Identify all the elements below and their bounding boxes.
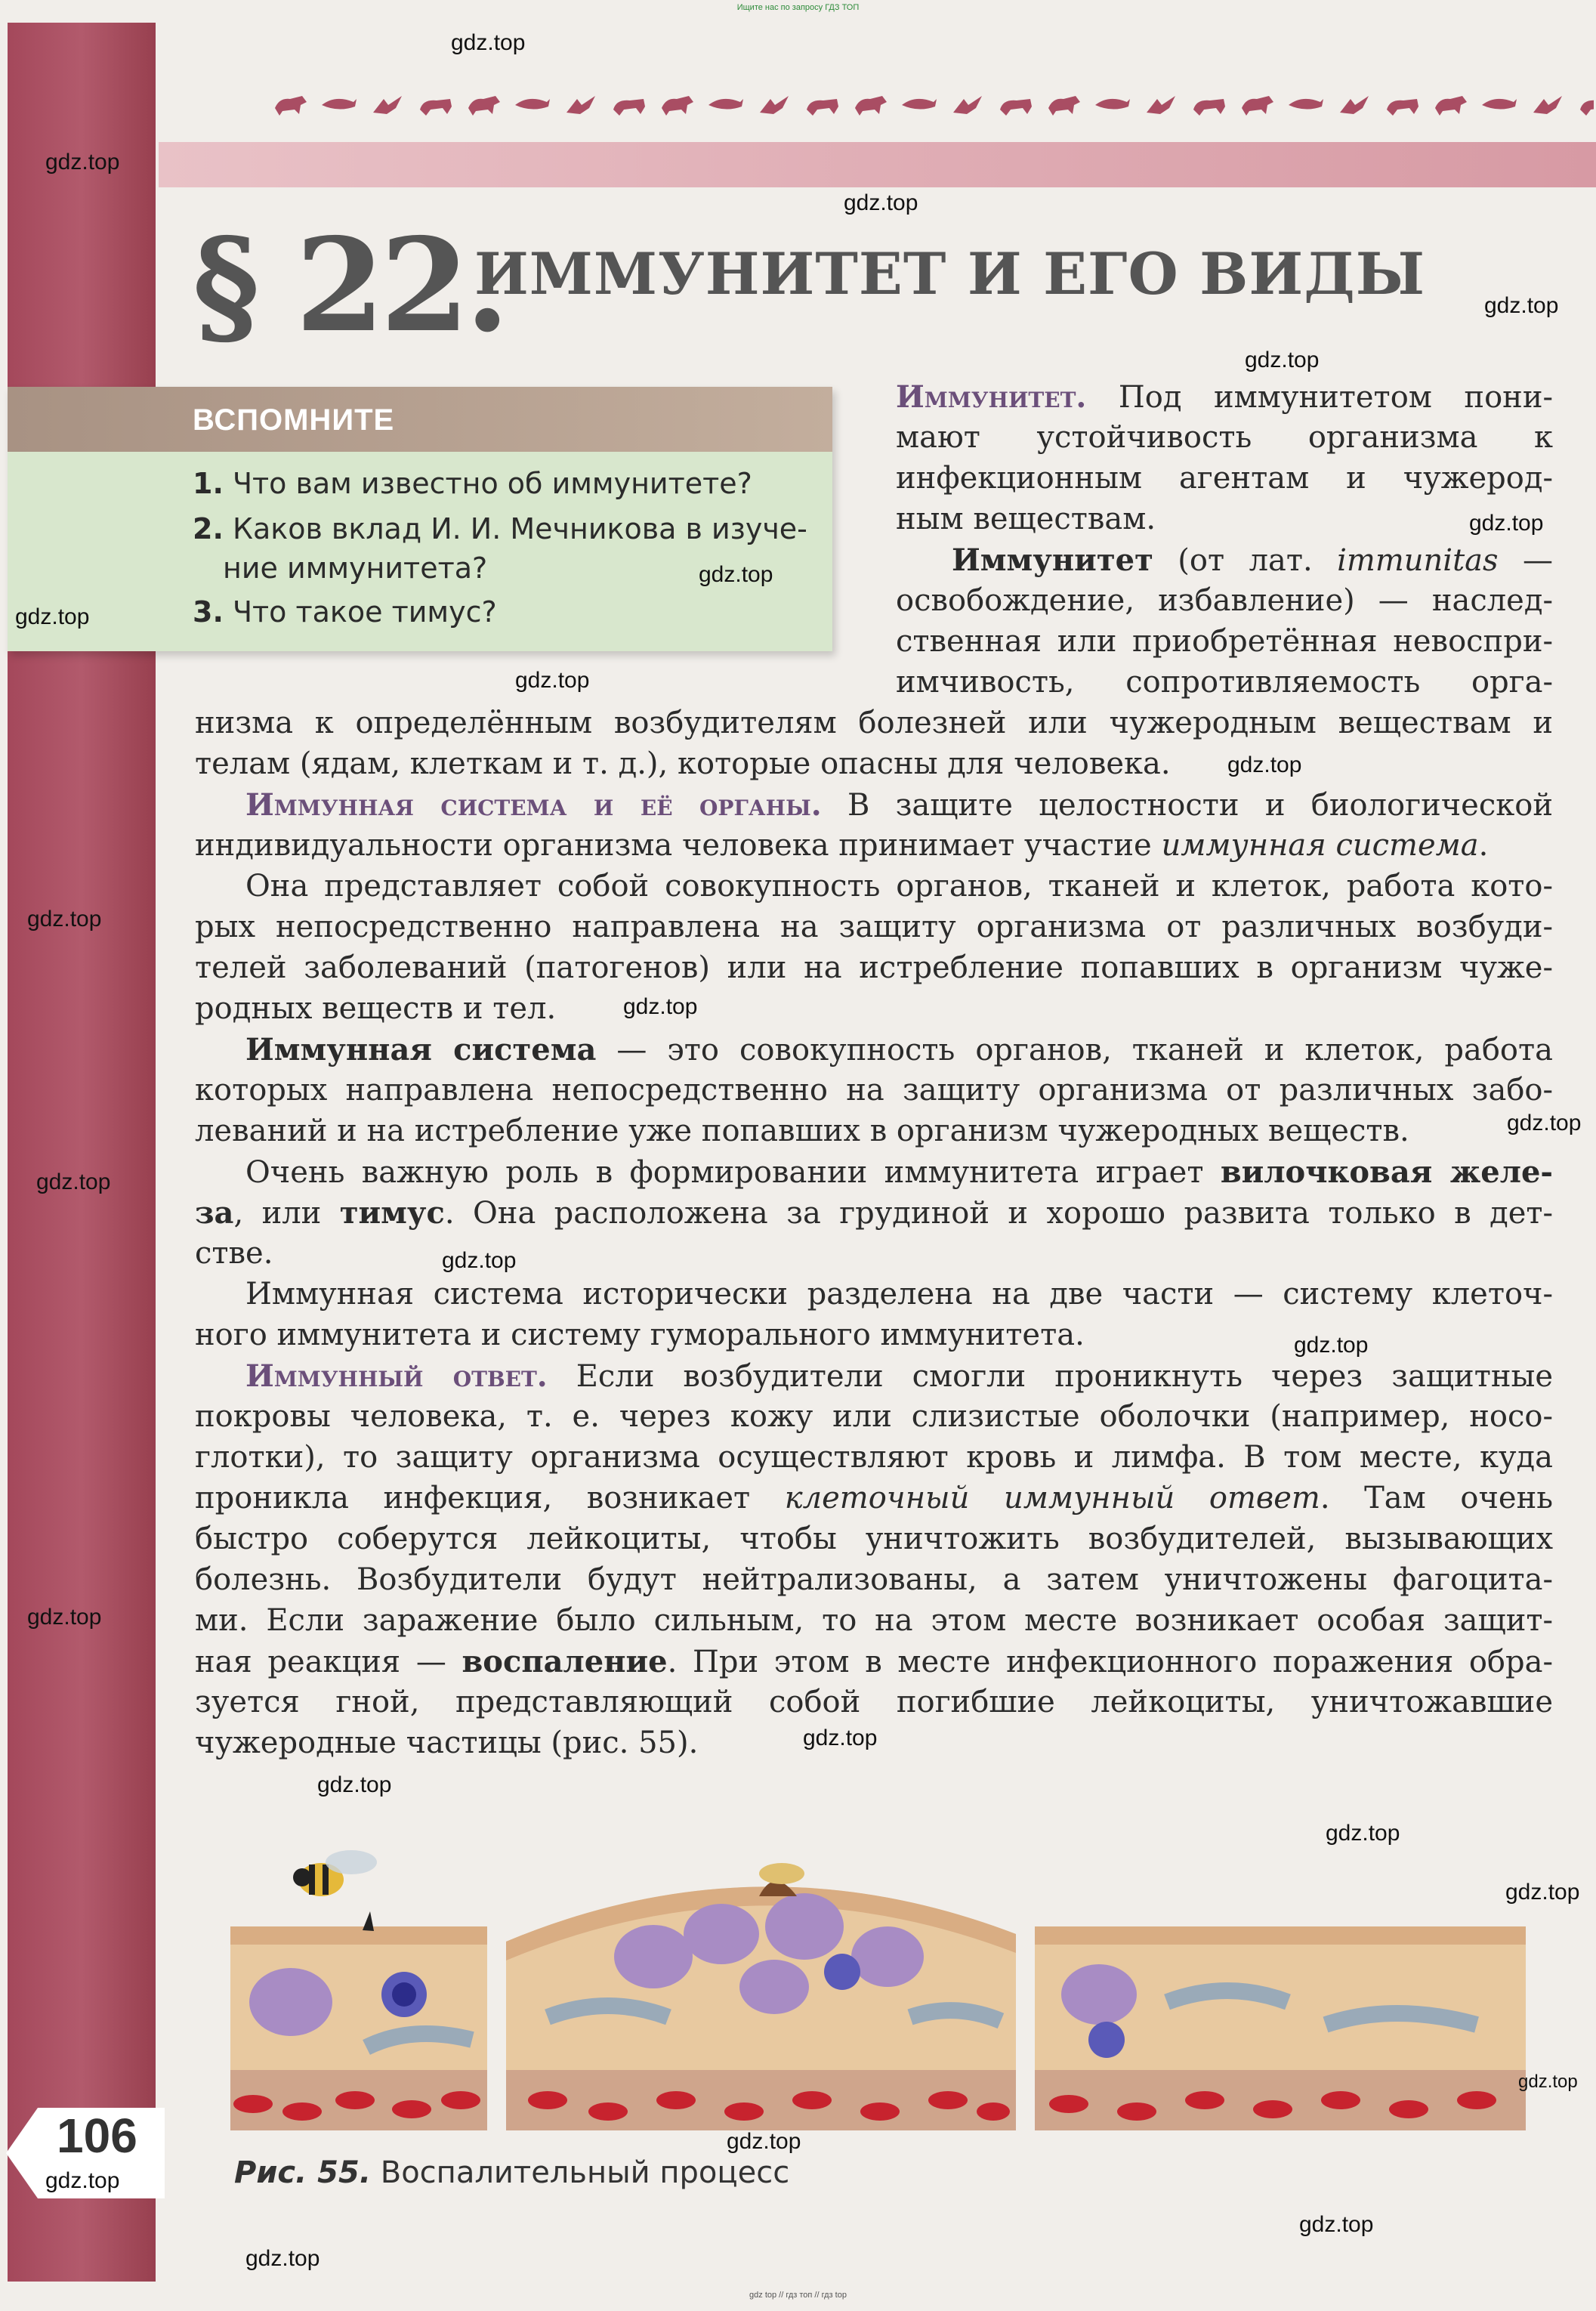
bottom-note: gdz top // гдз топ // гдз top: [749, 2291, 847, 2300]
text-line: рых непосредственно направлена на защиту организма от различных возбуди-: [195, 910, 1553, 944]
text-line: ми. Если заражение было сильным, то на этом месте возникает особая защит-: [195, 1603, 1553, 1638]
remember-question-2: 2. Каков вклад И. И. Мечникова в изуче-: [193, 512, 807, 545]
watermark: gdz.top: [1245, 348, 1320, 372]
page-number: 106: [57, 2109, 137, 2163]
text-line: Она представляет собой совокупность органов, тканей и клеток, работа кото-: [245, 869, 1553, 904]
watermark: gdz.top: [1299, 2212, 1374, 2237]
watermark: gdz.top: [45, 150, 120, 175]
text-line: Иммунная система — это совокупность органов, тканей и клеток, работа: [245, 1032, 1553, 1067]
watermark: gdz.top: [317, 1772, 392, 1797]
text-line: проникла инфекция, возникает клеточный иммунный ответ. Там очень: [195, 1481, 1554, 1515]
text-line: родных веществ и тел.: [195, 991, 557, 1026]
watermark: gdz.top: [27, 1605, 102, 1630]
watermark: gdz.top: [45, 2168, 120, 2193]
text-line: индивидуальности организма человека принимает участие иммунная система.: [195, 828, 1489, 863]
watermark: gdz.top: [515, 668, 590, 693]
watermark: gdz.top: [623, 994, 698, 1019]
text-line: леваний и на истребление уже попавших в организм чужеродных веществ.: [195, 1114, 1409, 1148]
figure-panel-healing: [1035, 1926, 1526, 2130]
text-line: чужеродные частицы (рис. 55).: [195, 1726, 699, 1760]
watermark: gdz.top: [727, 2129, 801, 2154]
text-line: низма к определённым возбудителям болезней или чужеродным веществам и: [195, 706, 1553, 740]
text-line: инфекционным агентам и чужерод-: [896, 461, 1553, 496]
figure-panel-before: [230, 1911, 487, 2130]
inflammation-figure: [230, 1843, 1526, 2130]
page-title: ИММУНИТЕТ И ЕГО ВИДЫ: [474, 240, 1426, 307]
text-line: Иммунная система и её органы. В защите целостности и биологической: [245, 787, 1553, 823]
watermark: gdz.top: [1227, 752, 1302, 777]
section-number: § 22.: [193, 210, 505, 361]
text-line: имчивость, сопротивляемость орга-: [896, 665, 1553, 700]
remember-question-2-cont: ние иммунитета?: [223, 551, 488, 585]
text-line: ным веществам.: [896, 502, 1156, 536]
text-line: мают устойчивость организма к: [896, 420, 1553, 455]
watermark: gdz.top: [1484, 293, 1559, 318]
text-line: ственная или приобретённая невоспри-: [896, 624, 1553, 659]
watermark: gdz.top: [27, 907, 102, 932]
watermark: gdz.top: [1518, 2072, 1578, 2092]
text-line: телей заболеваний (патогенов) или на истребление попавших в организм чуже-: [195, 950, 1553, 985]
text-line: болезнь. Возбудители будут нейтрализованы, а затем уничтожены фагоцита-: [195, 1562, 1553, 1597]
text-line: стве.: [195, 1236, 273, 1271]
text-line: зуется гной, представляющий собой погибшие лейкоциты, уничтожавшие: [195, 1685, 1553, 1719]
watermark: gdz.top: [699, 562, 773, 587]
remember-heading: ВСПОМНИТЕ: [193, 403, 395, 437]
watermark: gdz.top: [36, 1169, 111, 1194]
text-line: ная реакция — воспаление. При этом в месте инфекционного поражения обра-: [195, 1644, 1553, 1679]
text-line: ного иммунитета и систему гуморального иммунитета.: [195, 1318, 1085, 1352]
remember-question-1: 1. Что вам известно об иммунитете?: [193, 467, 752, 500]
text-line: Иммунный ответ. Если возбудители смогли проникнуть через защитные: [245, 1358, 1554, 1394]
text-line: освобождение, избавление) — наслед-: [896, 583, 1553, 618]
watermark: gdz.top: [451, 30, 526, 55]
text-line: за, или тимус. Она расположена за грудиной и хорошо развита только в дет-: [195, 1195, 1554, 1231]
watermark: gdz.top: [1326, 1821, 1400, 1846]
watermark: gdz.top: [1294, 1333, 1369, 1358]
bee-icon: [293, 1850, 377, 1896]
text-line: глотки), то защиту организма осуществляют кровь и лимфа. В том месте, куда: [195, 1440, 1553, 1475]
text-line: Иммунитет. Под иммунитетом пони-: [896, 379, 1553, 415]
text-line: Очень важную роль в формировании иммунитета играет вилочковая желе-: [245, 1154, 1554, 1190]
watermark: gdz.top: [15, 604, 90, 629]
remember-question-3: 3. Что такое тимус?: [193, 595, 497, 629]
watermark: gdz.top: [1469, 511, 1544, 536]
top-note: Ищите нас по запросу ГДЗ ТОП: [736, 3, 860, 12]
watermark: gdz.top: [844, 190, 918, 215]
text-line: покровы человека, т. е. через кожу или слизистые оболочки (например, носо-: [195, 1399, 1553, 1434]
watermark: gdz.top: [442, 1248, 517, 1273]
watermark: gdz.top: [1505, 1880, 1580, 1905]
watermark: gdz.top: [1507, 1111, 1582, 1135]
figure-caption: Рис. 55. Воспалительный процесс: [234, 2155, 790, 2190]
text-line: Иммунитет (от лат. immunitas —: [952, 542, 1553, 578]
text-line: которых направлена непосредственно на защиту организма от различных забо-: [195, 1073, 1553, 1108]
text-line: Иммунная система исторически разделена на две части — систему клеточ-: [245, 1277, 1553, 1312]
text-line: быстро соберутся лейкоциты, чтобы уничтожить возбудителей, вызывающих: [195, 1522, 1553, 1556]
figure-panel-inflammation: [506, 1863, 1016, 2130]
watermark: gdz.top: [803, 1726, 878, 1750]
text-line: телам (ядам, клеткам и т. д.), которые опасны для человека.: [195, 746, 1171, 781]
watermark: gdz.top: [245, 2246, 320, 2271]
